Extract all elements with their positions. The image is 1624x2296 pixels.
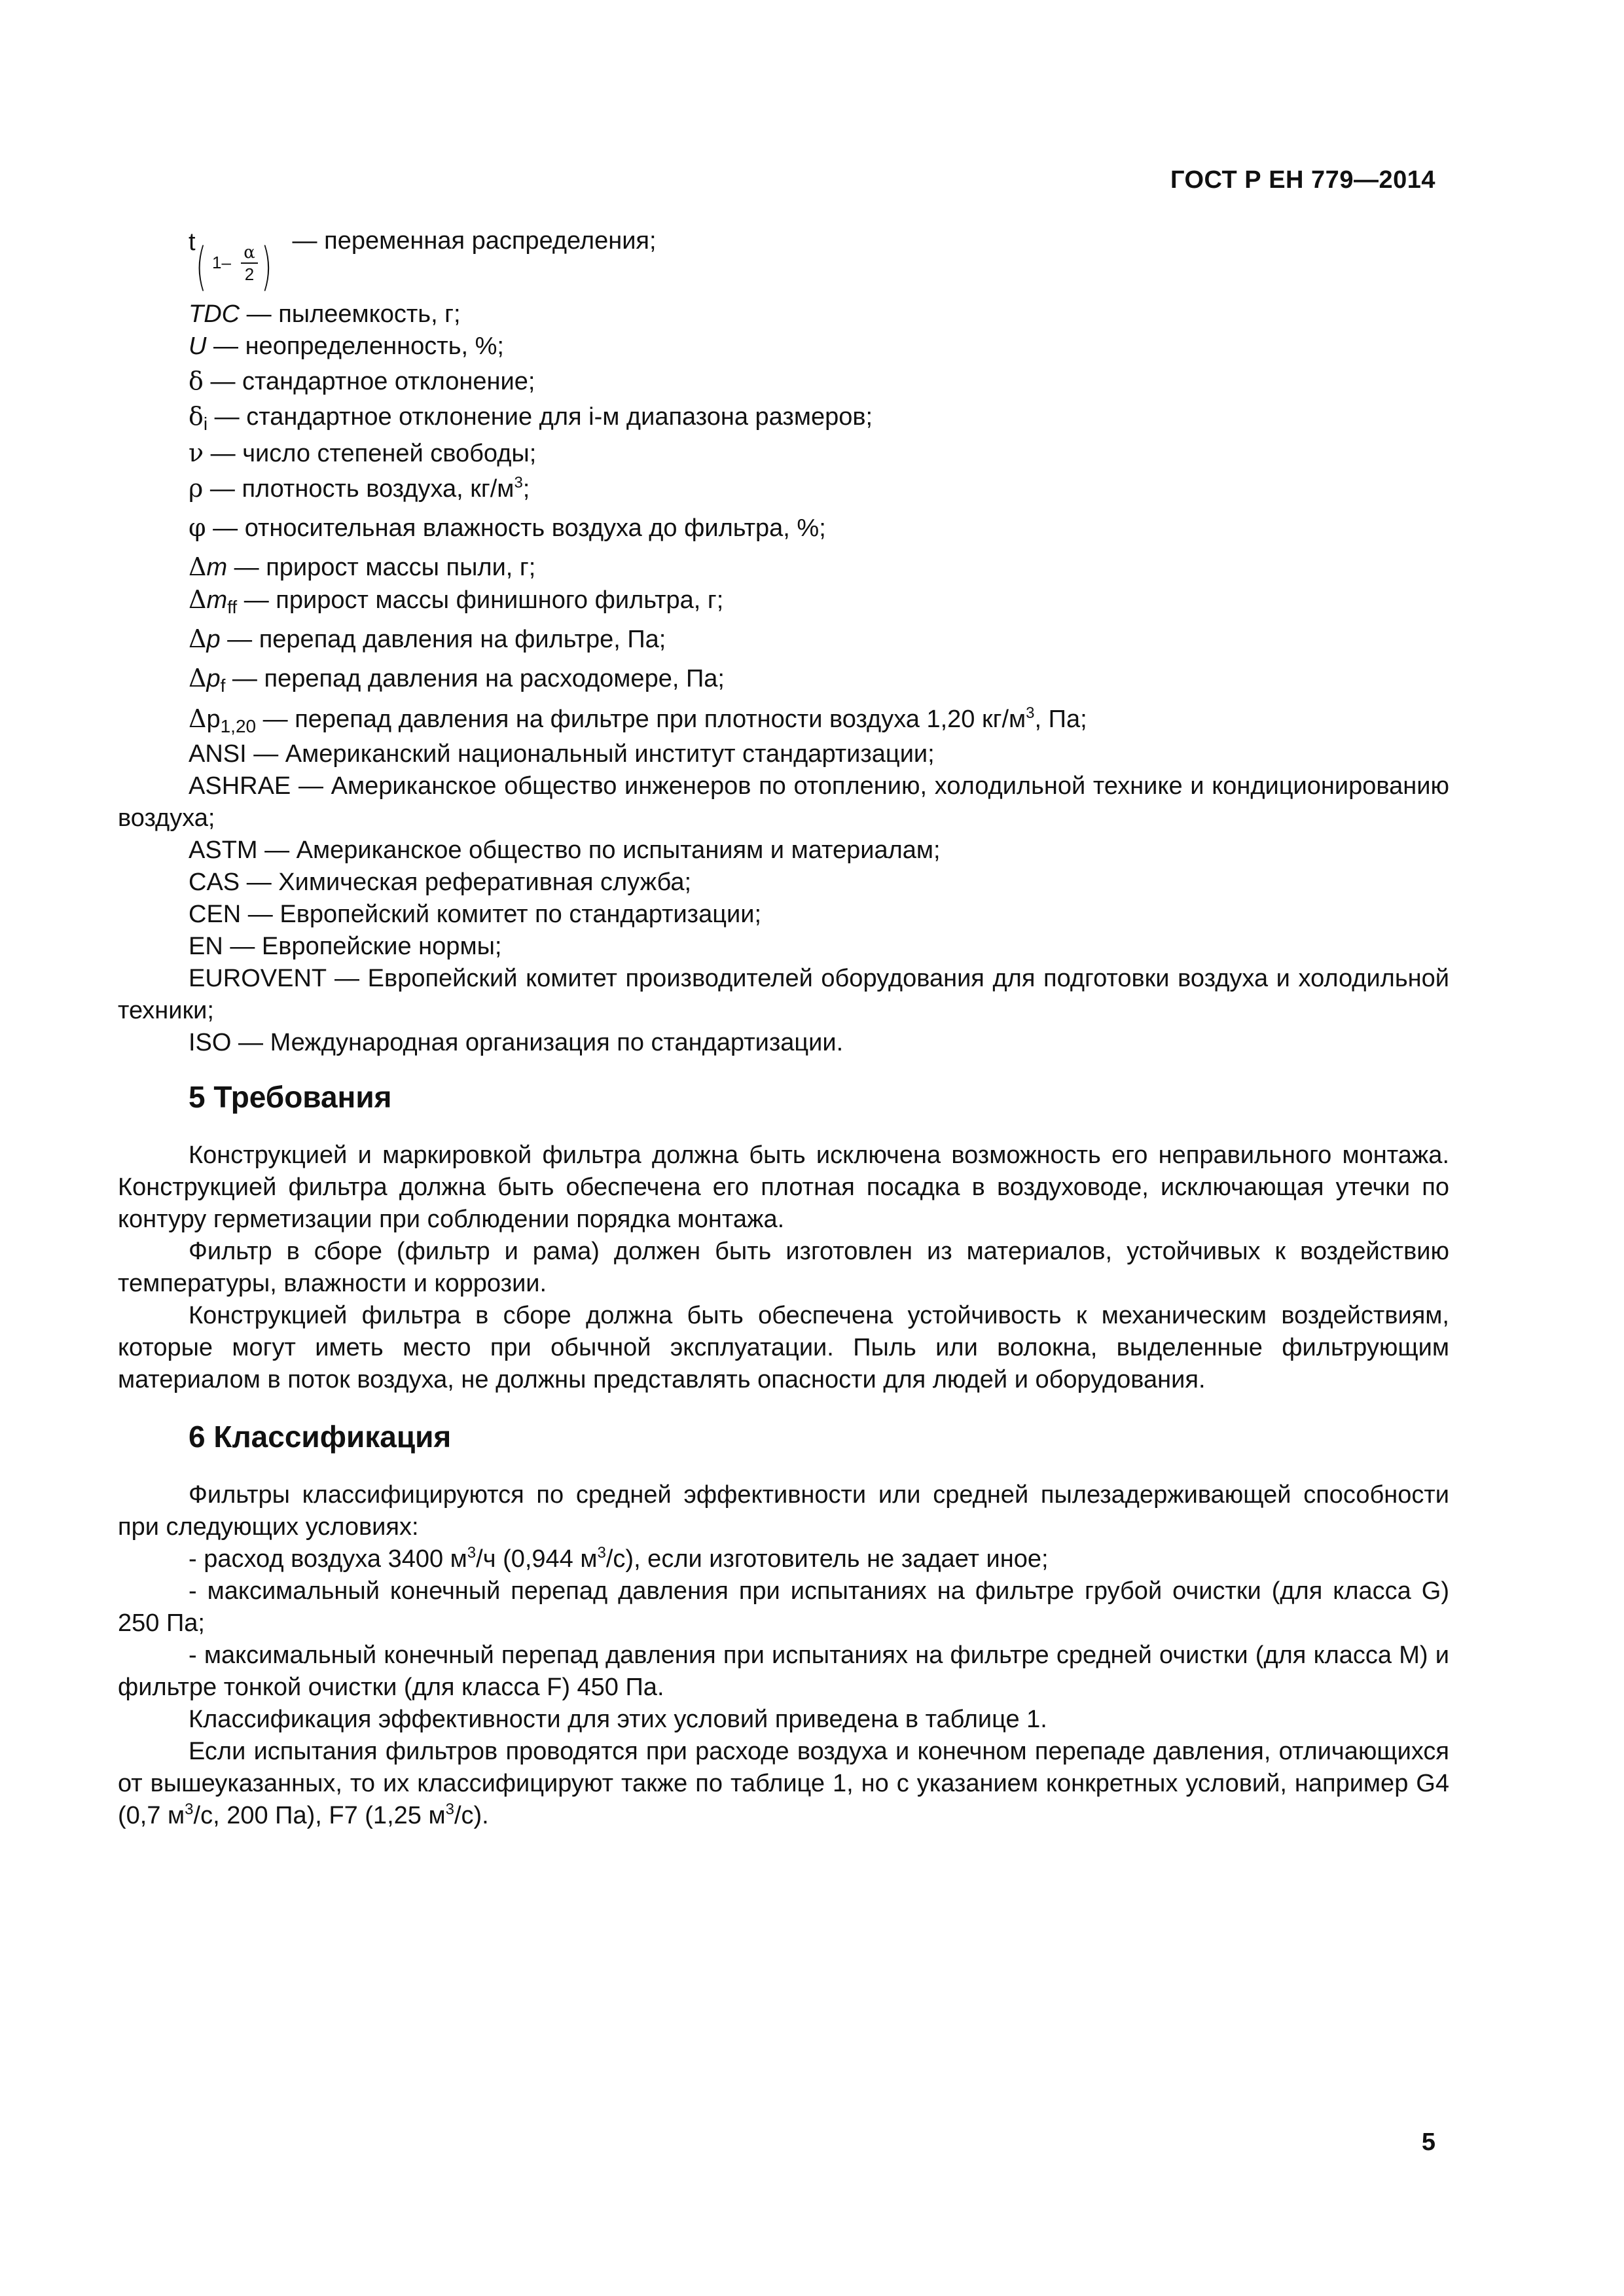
symbol-delta: Δ	[189, 552, 207, 581]
symbol-desc: — перепад давления на фильтре при плотности воздуха 1,20 кг/м	[256, 706, 1026, 733]
text: /с), если изготовитель не задает иное;	[605, 1545, 1049, 1573]
symbol-sub: ff	[227, 597, 238, 617]
symbol: δ	[189, 367, 204, 395]
symbol-def-tdc	[118, 298, 1449, 331]
superscript: 3	[597, 1544, 606, 1562]
symbol-def-dm	[118, 551, 1449, 584]
symbol: U	[189, 332, 207, 360]
symbol-def-dp120	[118, 703, 1449, 736]
symbol-def-nu	[118, 437, 1449, 470]
symbol-sub: 1,20	[220, 716, 257, 736]
section-5-heading: 5 Требования	[189, 1080, 392, 1114]
abbreviation-item: ISO — Международная организация по стандартизации.	[189, 1029, 844, 1056]
symbol-def-dp	[118, 623, 1449, 656]
symbol: TDC	[189, 300, 240, 328]
symbol-desc: — число степеней свободы;	[204, 440, 537, 467]
symbol-desc: — относительная влажность воздуха до фильтра, %;	[206, 514, 826, 542]
paragraph: Фильтр в сборе (фильтр и рама) должен быть изготовлен из материалов, устойчивых к воздействию температуры, влажности и коррозии.	[118, 1238, 1449, 1297]
symbol: ν	[189, 439, 204, 467]
section-5-body	[118, 1139, 1449, 1396]
paragraph: Конструкцией фильтра в сборе должна быть обеспечена устойчивость к механическим воздействиям, которые могут иметь место при обычной эксплуатации. Пыль или волокна, выделенные фильтрующим материалом в поток воздуха, не должны представлять опасности для людей и оборудования.	[118, 1302, 1449, 1393]
paragraph-conditions	[118, 1736, 1449, 1832]
paragraph: Конструкцией и маркировкой фильтра должна быть исключена возможность его неправильного монтажа. Конструкцией фильтра должна быть обеспечена его плотная посадка в воздуховоде, исключающая утечки по контуру герметизации при соблюдении порядка монтажа.	[118, 1141, 1449, 1233]
superscript: 3	[185, 1801, 194, 1818]
section-6-heading: 6 Классификация	[189, 1420, 452, 1454]
symbol-desc: — плотность воздуха, кг/м	[203, 475, 514, 503]
symbol-delta: Δ	[189, 585, 207, 614]
fraction-numerator: α	[241, 243, 258, 264]
symbol-desc: — перепад давления на расходомере, Па;	[225, 665, 725, 692]
paragraph: Классификация эффективности для этих условий приведена в таблице 1.	[189, 1706, 1047, 1733]
symbol-def-phi	[118, 512, 1449, 545]
symbol-def-dpf	[118, 662, 1449, 695]
symbol-desc: — прирост массы финишного фильтра, г;	[237, 586, 724, 614]
abbreviation-item: ANSI — Американский национальный институт стандартизации;	[189, 740, 935, 768]
symbol-delta: Δ	[189, 624, 207, 653]
symbol-desc: — перепад давления на фильтре, Па;	[220, 626, 666, 653]
symbol: δ	[189, 402, 204, 431]
symbol-def-dmff	[118, 584, 1449, 617]
formula-fraction	[241, 243, 258, 283]
abbreviation-item: EN — Европейские нормы;	[189, 933, 502, 960]
abbreviation-item: EUROVENT — Европейский комитет производителей оборудования для подготовки воздуха и холодильной техники;	[118, 965, 1449, 1024]
abbreviations-list	[118, 738, 1449, 1059]
symbol-desc: — стандартное отклонение;	[203, 368, 535, 395]
page-number: 5	[1421, 2128, 1435, 2156]
text: /с, 200 Па), F7 (1,25 м	[193, 1802, 446, 1829]
symbol: φ	[189, 513, 206, 542]
symbol: m	[206, 554, 228, 581]
superscript: 3	[467, 1544, 477, 1562]
right-paren: )	[261, 238, 272, 296]
symbol: p	[206, 665, 221, 692]
symbol-sub: i	[203, 414, 208, 434]
symbol: ρ	[189, 474, 204, 503]
abbreviation-item: CEN — Европейский комитет по стандартизации;	[189, 901, 762, 928]
symbol-sub: f	[220, 675, 226, 696]
abbreviation-item: ASTM — Американское общество по испытаниям и материалам;	[189, 836, 941, 864]
symbol-delta: Δ	[189, 704, 207, 733]
text: Если испытания фильтров проводятся при расходе воздуха и конечном перепаде давления, отличающихся от вышеуказанных, то их классифицируют также по таблице 1, но с указанием конкретных условий, например G4 (0,7 м	[118, 1738, 1449, 1829]
superscript: 3	[1026, 704, 1035, 722]
symbol-def-u	[118, 331, 1449, 363]
paragraph: - максимальный конечный перепад давления при испытаниях на фильтре грубой очистки (для класса G) 250 Па;	[118, 1577, 1449, 1637]
text: /с).	[454, 1802, 489, 1829]
symbol: p	[206, 706, 221, 733]
symbol-def-delta-i	[118, 401, 1449, 433]
t-formula	[189, 229, 285, 295]
symbol-desc-end: ;	[522, 475, 530, 503]
t-letter: t	[189, 228, 196, 256]
left-paren: (	[195, 238, 207, 296]
symbol-desc: — переменная распределения;	[285, 227, 657, 255]
symbol-desc: — неопределенность, %;	[206, 332, 504, 360]
paragraph: Фильтры классифицируются по средней эффективности или средней пылезадерживающей способности при следующих условиях:	[118, 1481, 1449, 1541]
text: - расход воздуха 3400 м	[189, 1545, 467, 1573]
symbol: p	[206, 626, 221, 653]
symbol-desc-end: , Па;	[1034, 706, 1087, 733]
abbreviation-item: ASHRAE — Американское общество инженеров по отоплению, холодильной технике и кондиционированию воздуха;	[118, 772, 1449, 832]
symbol: m	[206, 586, 228, 614]
symbol-def-delta	[118, 365, 1449, 398]
fraction-denominator: 2	[244, 264, 255, 284]
symbol-desc: — стандартное отклонение для i-м диапазона размеров;	[208, 403, 873, 431]
paragraph-airflow	[118, 1543, 1449, 1575]
abbreviation-item: CAS — Химическая реферативная служба;	[189, 869, 692, 896]
superscript: 3	[445, 1801, 454, 1818]
symbol-desc: — пылеемкость, г;	[240, 300, 461, 328]
symbol-def-t	[118, 229, 1449, 298]
superscript: 3	[514, 474, 523, 492]
symbol-desc: — прирост массы пыли, г;	[227, 554, 536, 581]
document-code: ГОСТ Р ЕН 779—2014	[1170, 166, 1435, 194]
formula-one: 1–	[212, 253, 231, 272]
symbol-delta: Δ	[189, 664, 207, 692]
symbol-def-rho	[118, 473, 1449, 505]
paragraph: - максимальный конечный перепад давления при испытаниях на фильтре средней очистки (для класса М) и фильтре тонкой очистки (для класса F) 450 Па.	[118, 1641, 1449, 1701]
text: /ч (0,944 м	[476, 1545, 598, 1573]
page-content	[118, 229, 1449, 1832]
section-6-body	[118, 1479, 1449, 1832]
